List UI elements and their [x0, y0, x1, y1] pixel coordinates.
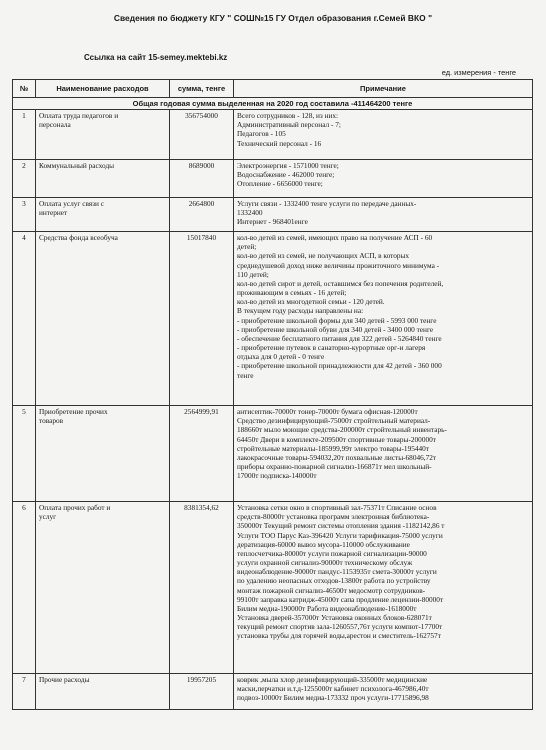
- budget-table: [12, 79, 533, 710]
- expense-sum: 2564999,91: [170, 406, 234, 502]
- expense-name: Прочие расходы: [36, 674, 170, 710]
- row-number: 6: [13, 502, 36, 674]
- expense-sum: 356754000: [170, 110, 234, 160]
- expense-sum: 19957205: [170, 674, 234, 710]
- row-number: 4: [13, 232, 36, 406]
- site-link: Ссылка на сайт 15-semey.mektebi.kz: [84, 53, 228, 62]
- row-number: 5: [13, 406, 36, 502]
- expense-note: Всего сотрудников - 128, из них: Административный персонал - 7; Педагогов - 105 Технический персонал - 16: [234, 110, 533, 160]
- expense-note: кол-во детей из семей, имеющих право на получение АСП - 60 детей; кол-во детей из семей, не получающих АСП, в которых среднедушевой доход ниже величины прожиточного минимума - 110 детей; кол-во детей сирот и детей, оставшимся без попечения родителей, проживающим в семьях - 16 детей; кол-во детей из многодетной семьи - 120 детей. В текущем году расходы направлены на: - приобретение школьной формы для 340 детей - 5993 000 тенге - приобретение школьной обуви для 340 детей - 3400 000 тенге - обеспечение бесплатного питания для 322 детей - 5264840 тенге - приобретение путевок в санаторно-курортные орг-и лагеря отдыха для 0 детей - 0 тенге - приобретение школьной принадлежности для 42 детей - 360 000 тенге: [234, 232, 533, 406]
- row-number: 2: [13, 160, 36, 198]
- total-row: [13, 98, 533, 110]
- table-header-row: [13, 80, 533, 98]
- expense-sum: 2664800: [170, 198, 234, 232]
- table-row: [13, 110, 533, 160]
- table-row: [13, 160, 533, 198]
- page-title: Сведения по бюджету КГУ " СОШ№15 ГУ Отдел образования г.Семей ВКО ": [113, 13, 433, 23]
- expense-note: Установка сетки окно в спортивный зал-75371т Списание основ средств-80000т установка программ электронная библиотека- 350000т Текущий ремонт системы отопления здания -1182142,86 т Услуги ТОО Парус Каз-396420 Услуги тарификация-75000 услуги дератизация-60000 вывоз мусора-110000 обслуживание теплосчетчика-80000т услуги пожарной сигнализации-90000 услуги охранной сигнализ-90000т техническому обслуж видеонаблюдение-90000т пандус-1153935т смета-30000т услуги по удалению неопасных отходов-13800т работа по устройству монтаж пожарной сигнализ-46500т медосмотр сотрудников- 99100т заправка катридж-45000т сапа продление лецензии-80000т Билим медиа-190000т Работа видеонаблюдение-1618000т Установка дверей-357000т Установка оконных блоков-628071т текущий ремонт спортив зала-1260557,76т услуги компют-17700т установка трубы для горячей воды,арестон и сместитель-162757т: [234, 502, 533, 674]
- col-header-name: Наименование расходов: [36, 80, 170, 98]
- units-note: ед. измерения - тенге: [441, 68, 516, 77]
- expense-name: Приобретение прочих товаров: [36, 406, 170, 502]
- table-row: [13, 198, 533, 232]
- expense-note: антисептик-70000т тонер-70000т бумага офисная-120000т Средство дезинфицирующий-75000т стройтельный материал- 188660т мыло моющие средства-200000т стройтельный инвентарь- 64450т Двери в комплекте-209500т спортивные товары-200000т стройтельные материалы-185999,99т электро товары-195440т лакокрасочные товары-594032,20т похвальные листы-68046,72т приборы охранно-пожарной сигнализ-166871т мел школьный- 17000т подписка-140000т: [234, 406, 533, 502]
- expense-name: Средства фонда всеобуча: [36, 232, 170, 406]
- table-row: [13, 406, 533, 502]
- expense-name: Оплата услуг связи с интернет: [36, 198, 170, 232]
- row-number: 7: [13, 674, 36, 710]
- expense-name: Оплата прочих работ и услуг: [36, 502, 170, 674]
- row-number: 1: [13, 110, 36, 160]
- col-header-sum: сумма, тенге: [170, 80, 234, 98]
- total-text: Общая годовая сумма выделенная на 2020 год составила -411464200 тенге: [13, 98, 533, 110]
- expense-note: Электроэнергия - 1571000 тенге; Водоснабжение - 462000 тенге; Отопление - 6656000 тенге;: [234, 160, 533, 198]
- expense-note: коврик ,мыла хлор дезинфицирующий-335000т медицинские маски,перчатки и.т.д-1255000т кабинет психолога-467986,40т подвоз-10000т Билим медиа-173332 проч услуги-17715896,98: [234, 674, 533, 710]
- expense-sum: 15017840: [170, 232, 234, 406]
- expense-sum: 8381354,62: [170, 502, 234, 674]
- expense-sum: 8689000: [170, 160, 234, 198]
- expense-name: Коммунальный расходы: [36, 160, 170, 198]
- table-row: [13, 502, 533, 674]
- col-header-note: Примечание: [234, 80, 533, 98]
- row-number: 3: [13, 198, 36, 232]
- table-row: [13, 232, 533, 406]
- expense-note: Услуги связи - 1332400 тенге услуги по передаче данных- 1332400 Интернет - 968401енге: [234, 198, 533, 232]
- col-header-no: №: [13, 80, 36, 98]
- expense-name: Оплата труда педагогов и персонала: [36, 110, 170, 160]
- table-row: [13, 674, 533, 710]
